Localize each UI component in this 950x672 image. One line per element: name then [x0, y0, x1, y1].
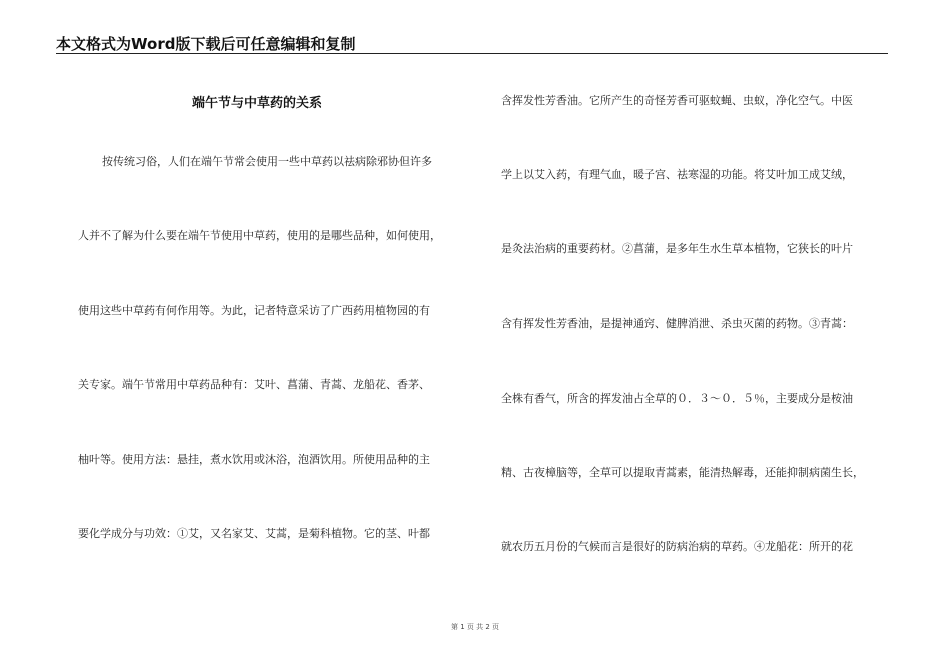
right-line-5: 全株有香气，所含的挥发油占全草的０．３～０．５％，主要成分是桉油 [501, 392, 853, 405]
right-line-7: 就农历五月份的气候而言是很好的防病治病的草药。④龙船花：所开的花 [501, 540, 853, 553]
left-line-4: 关专家。端午节常用中草药品种有：艾叶、菖蒲、青蒿、龙船花、香茅、 [78, 378, 430, 391]
right-line-3: 是灸法治病的重要药材。②菖蒲，是多年生水生草本植物，它狭长的叶片 [501, 242, 853, 255]
header-text: 本文格式为Word版下载后可任意编辑和复制 [56, 35, 356, 53]
page-number: 第 1 页 共 2 页 [450, 623, 500, 631]
right-line-6: 精、古夜樟脑等，全草可以提取青蒿素，能清热解毒，还能抑制病菌生长， [501, 466, 864, 479]
header-divider [56, 53, 888, 54]
left-line-1: 按传统习俗，人们在端午节常会使用一些中草药以祛病除邪协但许多 [102, 155, 432, 168]
article-title: 端午节与中草药的关系 [192, 96, 323, 111]
left-line-6: 要化学成分与功效：①艾，又名家艾、艾蒿，是菊科植物。它的茎、叶都 [78, 527, 430, 540]
left-line-2: 人并不了解为什么要在端午节使用中草药，使用的是哪些品种，如何使用， [78, 229, 441, 242]
right-line-2: 学上以艾入药，有理气血，暖子宫、祛寒湿的功能。将艾叶加工成艾绒， [501, 168, 853, 181]
right-line-1: 含挥发性芳香油。它所产生的奇怪芳香可驱蚊蝇、虫蚁，净化空气。中医 [501, 94, 853, 107]
left-line-5: 柚叶等。使用方法：悬挂，煮水饮用或沐浴，泡酒饮用。所使用品种的主 [78, 453, 430, 466]
right-line-4: 含有挥发性芳香油，是提神通窍、健脾消泄、杀虫灭菌的药物。③青蒿： [501, 317, 853, 330]
left-line-3: 使用这些中草药有何作用等。为此，记者特意采访了广西药用植物园的有 [78, 304, 430, 317]
